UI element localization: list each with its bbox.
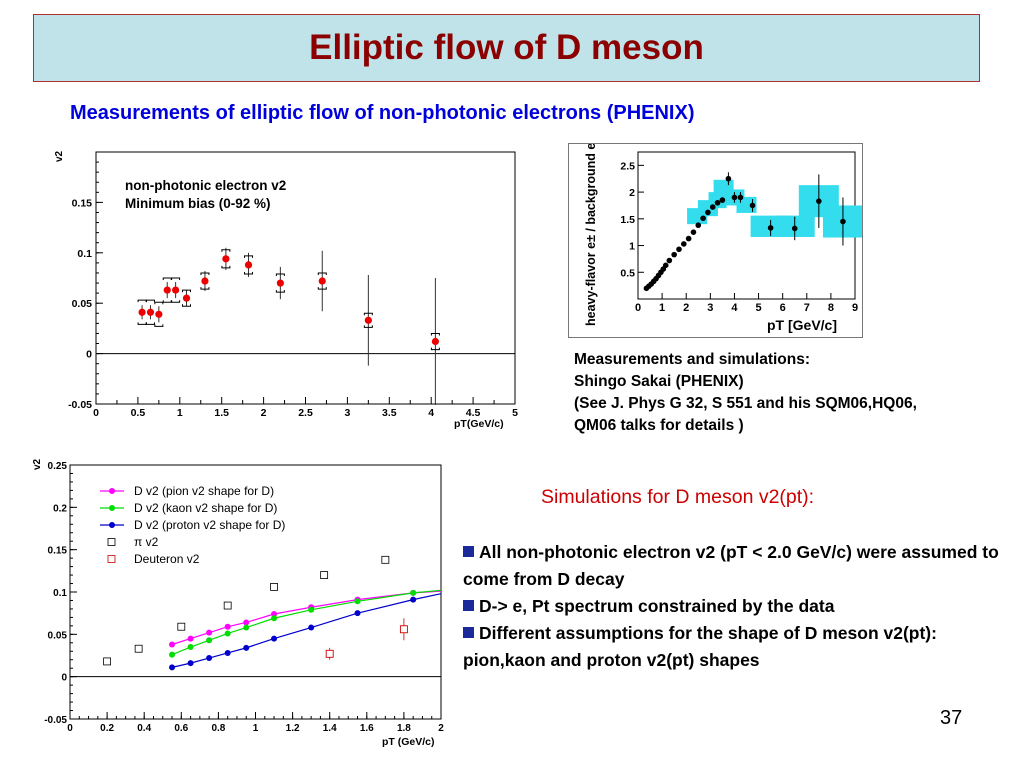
simulation-chart: [30, 458, 450, 758]
y-tick-label: 1.5: [620, 213, 635, 226]
x-tick-label: 0: [634, 302, 642, 314]
chart-title: non-photonic electron v2: [125, 178, 287, 193]
x-tick-label: 6: [779, 302, 786, 314]
pion-point: [104, 658, 111, 665]
series-point: [271, 615, 277, 621]
bullet-square-icon: [463, 600, 474, 611]
series-point: [243, 645, 249, 651]
y-tick-label: 0.05: [47, 630, 67, 642]
ref-line: (See J. Phys G 32, S 551 and his SQM06,HQ06,: [574, 395, 917, 412]
ref-line: Shingo Sakai (PHENIX): [574, 373, 744, 390]
data-point: [147, 309, 154, 316]
data-point: [705, 210, 711, 216]
series-point: [410, 597, 416, 603]
x-tick-label: 0: [67, 723, 73, 734]
legend-label: D v2 (kaon v2 shape for D): [134, 501, 278, 515]
y-axis-label: v2: [54, 150, 65, 162]
v2-electron-chart: [30, 140, 530, 440]
references: [574, 349, 1019, 437]
data-point: [671, 252, 677, 258]
x-tick-label: 5: [512, 407, 518, 419]
x-tick-label: 0.4: [137, 723, 152, 734]
data-point: [681, 241, 687, 247]
title-box: [33, 14, 980, 82]
data-point: [732, 195, 738, 201]
data-point: [667, 258, 673, 264]
bullet-list: [463, 539, 1003, 674]
series-point: [188, 644, 194, 650]
data-point: [720, 197, 726, 203]
subtitle: Measurements of elliptic flow of non-photonic electrons (PHENIX): [70, 102, 695, 124]
simulation-heading: Simulations for D meson v2(pt):: [541, 486, 815, 508]
data-point: [277, 279, 284, 286]
bullet-text: All non-photonic electron v2 (pT < 2.0 GeV/c) were assumed to come from D decay: [463, 542, 999, 589]
pion-point: [271, 583, 278, 590]
pion-point: [321, 572, 328, 579]
data-point: [686, 236, 692, 242]
x-tick-label: 2: [683, 302, 690, 314]
x-tick-label: 4: [731, 302, 738, 314]
deuteron-point: [400, 626, 407, 633]
x-tick-label: 1.5: [214, 407, 230, 419]
data-point: [840, 219, 846, 225]
y-tick-label: 0.5: [620, 267, 635, 280]
y-tick-label: 0.25: [47, 461, 67, 472]
series-point: [243, 625, 249, 631]
bullet-text: Different assumptions for the shape of D meson v2(pt): pion,kaon and proton v2(pt) shapes: [463, 623, 937, 670]
series-point: [188, 636, 194, 642]
pion-point: [224, 602, 231, 609]
series-point: [355, 598, 361, 604]
y-tick-label: 0.05: [71, 298, 92, 311]
x-axis-label: pT [GeV/c]: [767, 317, 838, 333]
data-point: [738, 195, 744, 201]
series-point: [169, 652, 175, 658]
data-point: [222, 255, 229, 262]
data-point: [155, 311, 162, 318]
ref-line: QM06 talks for details ): [574, 417, 744, 434]
y-tick-label: 2: [629, 187, 635, 200]
ratio-figure: [568, 143, 863, 338]
plot-frame: [638, 152, 855, 299]
x-axis-label: pT (GeV/c): [382, 736, 435, 748]
data-point: [792, 226, 798, 232]
page-title: Elliptic flow of D meson: [309, 28, 704, 67]
legend-marker: [109, 505, 115, 511]
ratio-chart: [569, 144, 862, 337]
x-tick-label: 0.8: [211, 723, 226, 734]
deuteron-point: [326, 650, 333, 657]
data-point: [245, 261, 252, 268]
y-tick-label: 0: [86, 348, 92, 361]
series-point: [410, 590, 416, 596]
x-tick-label: 3.5: [381, 407, 397, 419]
data-point: [726, 176, 732, 182]
pion-point: [178, 623, 185, 630]
data-point: [710, 204, 716, 210]
x-axis-label: pT(GeV/c): [454, 418, 504, 430]
bullet-item: [463, 539, 1003, 593]
x-tick-label: 0: [93, 407, 99, 419]
bullet-item: [463, 620, 1003, 674]
y-axis-label: heavy-flavor e± / background e±: [584, 144, 598, 326]
series-point: [355, 610, 361, 616]
y-tick-label: 0.15: [47, 545, 67, 557]
x-tick-label: 1.4: [322, 723, 337, 734]
y-tick-label: -0.05: [44, 715, 67, 726]
legend-label: π v2: [134, 535, 159, 549]
data-point: [700, 215, 706, 221]
y-axis-label: v2: [32, 458, 43, 470]
x-tick-label: 2: [260, 407, 267, 419]
series-point: [225, 624, 231, 630]
x-tick-label: 7: [803, 302, 810, 314]
data-point: [715, 200, 721, 206]
x-tick-label: 1.2: [285, 723, 300, 734]
x-tick-label: 3: [707, 302, 714, 314]
y-tick-label: 0.15: [71, 197, 92, 210]
series-point: [169, 664, 175, 670]
y-tick-label: -0.05: [68, 399, 92, 411]
series-point: [206, 630, 212, 636]
data-point: [183, 295, 190, 302]
bullet-text: D-> e, Pt spectrum constrained by the data: [479, 596, 835, 616]
x-tick-label: 1.8: [396, 723, 411, 734]
data-point: [319, 277, 326, 284]
y-tick-label: 1: [629, 240, 635, 253]
data-point: [816, 198, 822, 204]
x-tick-label: 1.6: [359, 723, 374, 734]
x-tick-label: 2.5: [298, 407, 313, 419]
series-point: [206, 655, 212, 661]
data-point: [138, 309, 145, 316]
chart-subtitle: Minimum bias (0-92 %): [125, 196, 271, 211]
y-tick-label: 0: [61, 672, 67, 684]
series-point: [169, 641, 175, 647]
data-point: [365, 317, 372, 324]
ref-line: Measurements and simulations:: [574, 351, 811, 368]
legend-marker: [109, 488, 115, 494]
data-point: [695, 222, 701, 228]
x-tick-label: 2: [438, 723, 444, 734]
series-point: [206, 637, 212, 643]
v2-data-figure: [30, 140, 530, 440]
data-point: [201, 277, 208, 284]
data-point: [691, 229, 697, 235]
bullet-item: [463, 593, 1003, 620]
bullet-square-icon: [463, 546, 474, 557]
legend-marker: [108, 539, 115, 546]
series-point: [308, 625, 314, 631]
data-point: [172, 286, 179, 293]
data-point: [676, 246, 682, 252]
data-point: [768, 225, 774, 231]
data-point: [663, 263, 669, 269]
x-tick-label: 0.6: [174, 723, 189, 734]
x-tick-label: 0.5: [130, 407, 146, 419]
legend-label: D v2 (proton v2 shape for D): [134, 518, 286, 532]
simulation-figure: [30, 458, 450, 758]
y-tick-label: 0.1: [53, 588, 67, 599]
pion-point: [135, 645, 142, 652]
data-point: [164, 286, 171, 293]
y-tick-label: 0.1: [77, 247, 92, 260]
x-tick-label: 9: [851, 302, 859, 314]
x-tick-label: 4: [428, 407, 435, 419]
legend-marker: [108, 556, 115, 563]
series-point: [225, 650, 231, 656]
series-point: [308, 607, 314, 613]
y-tick-label: 2.5: [620, 160, 635, 173]
x-tick-label: 1: [252, 723, 259, 734]
data-point: [750, 203, 756, 209]
x-tick-label: 3: [344, 407, 351, 419]
legend-label: D v2 (pion v2 shape for D): [134, 484, 275, 498]
x-tick-label: 8: [827, 302, 834, 314]
x-tick-label: 5: [755, 302, 762, 314]
legend-label: Deuteron v2: [134, 552, 200, 566]
legend-marker: [109, 522, 115, 528]
pion-point: [382, 556, 389, 563]
x-tick-label: 0.2: [100, 723, 115, 734]
data-point: [432, 338, 439, 345]
bullet-square-icon: [463, 627, 474, 638]
series-point: [225, 630, 231, 636]
x-tick-label: 1: [176, 407, 183, 419]
x-tick-label: 4.5: [465, 407, 481, 419]
page-number: 37: [940, 707, 963, 729]
series-point: [188, 660, 194, 666]
y-tick-label: 0.2: [53, 503, 67, 515]
x-tick-label: 1: [659, 302, 666, 314]
series-point: [271, 636, 277, 642]
